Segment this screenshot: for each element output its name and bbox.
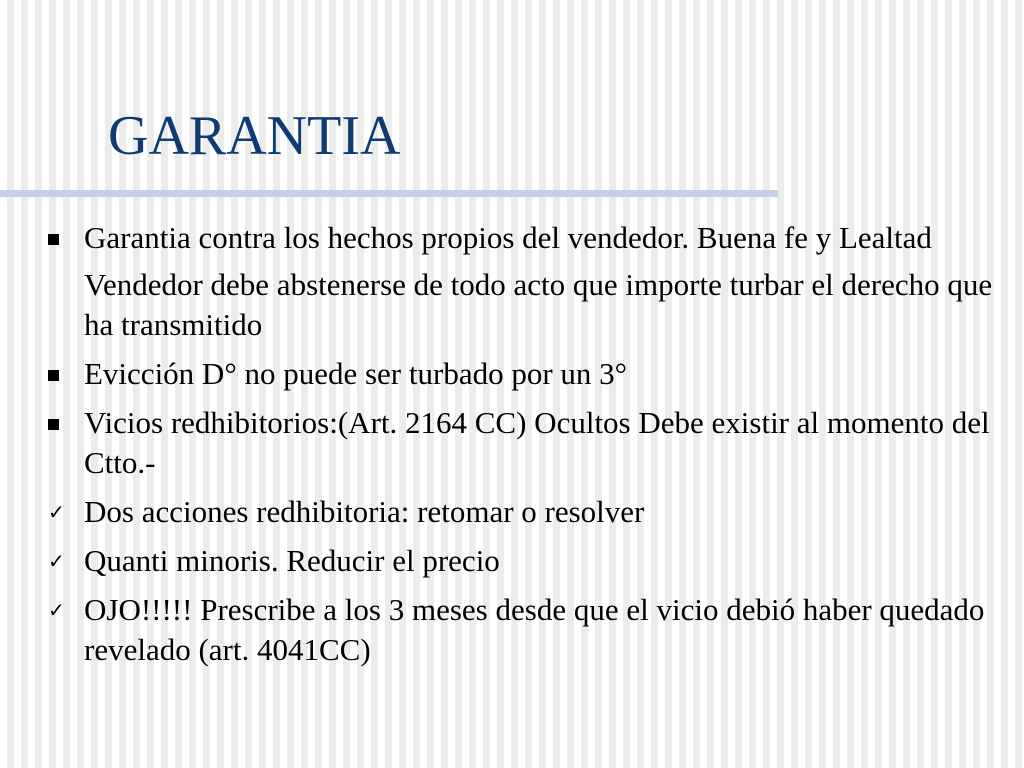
- checkmark-bullet-icon: ✓: [48, 598, 65, 622]
- square-bullet-icon: [46, 403, 76, 443]
- checkmark-bullet-icon: ✓: [48, 549, 65, 573]
- list-item: [40, 541, 1000, 581]
- list-item-text: Evicción D° no puede ser turbado por un 3°: [84, 356, 628, 391]
- list-item: [40, 218, 1000, 258]
- title-underline: [0, 190, 778, 197]
- list-item-text: Dos acciones redhibitoria: retomar o resolver: [84, 494, 645, 529]
- list-item-text: Vicios redhibitorios:(Art. 2164 CC) Ocultos Debe existir al momento del Ctto.-: [84, 405, 990, 480]
- square-bullet-icon: [46, 354, 76, 394]
- list-item: [40, 354, 1000, 394]
- bullet-list: [40, 218, 1000, 679]
- list-item-text: Garantia contra los hechos propios del vendedor. Buena fe y Lealtad: [84, 220, 932, 255]
- list-item: [40, 590, 1000, 670]
- list-item-text: Vendedor debe abstenerse de todo acto que importe turbar el derecho que ha transmitido: [84, 267, 993, 342]
- square-bullet-icon: [46, 218, 76, 258]
- checkmark-bullet-icon: ✓: [48, 500, 65, 524]
- list-item-text: OJO!!!!! Prescribe a los 3 meses desde que el vicio debió haber quedado revelado (art. 4041CC): [84, 592, 985, 667]
- list-item: [40, 492, 1000, 532]
- list-item-text: Quanti minoris. Reducir el precio: [84, 543, 500, 578]
- list-item: [40, 403, 1000, 483]
- slide-title: GARANTIA: [108, 105, 401, 167]
- list-item: [40, 265, 1000, 345]
